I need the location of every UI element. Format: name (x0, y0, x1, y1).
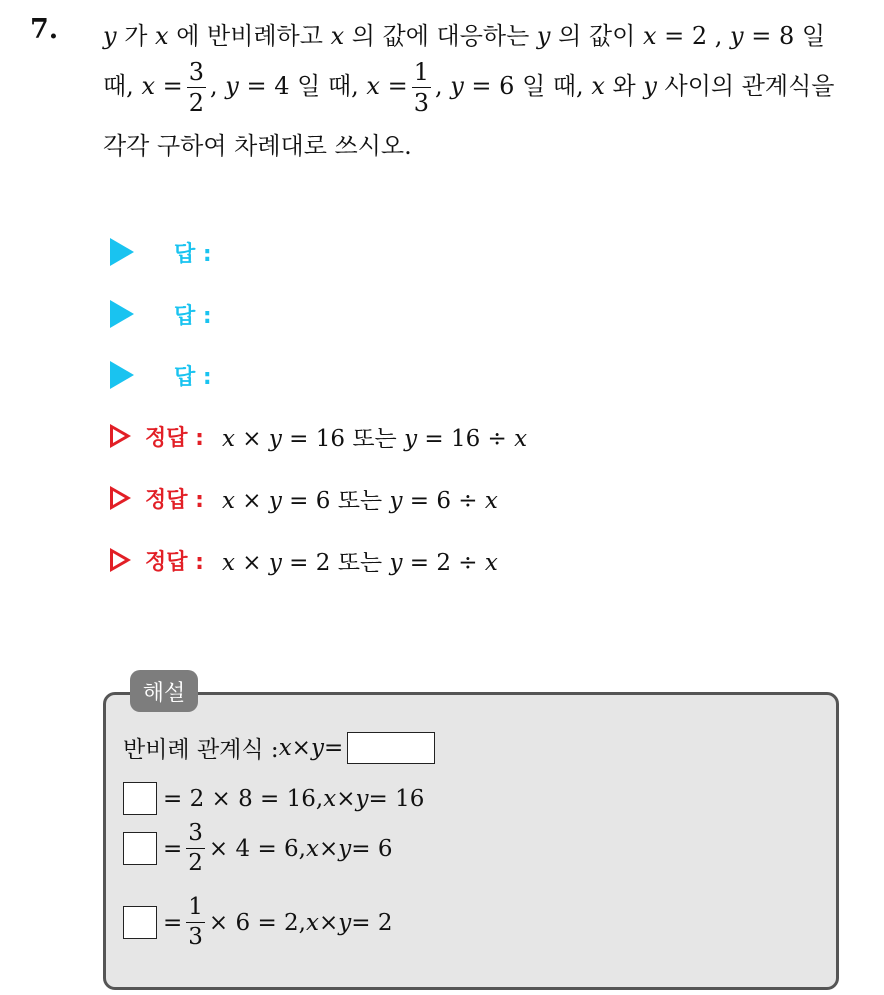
text: 와 (604, 72, 644, 100)
correct-label: 정답 : (145, 425, 204, 451)
text: × (291, 734, 311, 761)
correct-label: 정답 : (145, 549, 204, 575)
fraction-denominator: 3 (413, 89, 429, 117)
var-x: x (514, 425, 528, 452)
outline-triangle-icon (110, 424, 131, 448)
var-y: y (338, 909, 352, 936)
blank-box (123, 832, 157, 865)
var-x: x (141, 72, 155, 100)
text: = 2 , (656, 22, 731, 50)
correct-answer-text (222, 420, 527, 453)
solution-line-3 (123, 822, 392, 875)
text: = 6 또는 (281, 487, 390, 514)
play-triangle-icon (110, 300, 134, 328)
correct-answer-3 (110, 543, 498, 577)
text: = (163, 835, 183, 862)
solution-tag: 해설 (130, 670, 198, 712)
blank-box (123, 782, 157, 815)
var-x: x (278, 734, 292, 761)
text: = (155, 72, 183, 100)
var-y: y (355, 785, 369, 812)
answer-label: 답 : (174, 303, 212, 329)
text: × 6 = 2, (208, 909, 306, 936)
var-x: x (323, 785, 337, 812)
fraction-numerator: 1 (413, 58, 429, 86)
text: = 4 일 때, (238, 72, 367, 100)
var-x: x (330, 22, 345, 50)
text: = 2 × 8 = 16, (163, 785, 324, 812)
text: 의 값이 (550, 22, 643, 50)
text: = 6 일 때, (463, 72, 592, 100)
question-line-1 (103, 16, 825, 51)
text: = 6 ÷ (402, 487, 485, 514)
text: = 16 ÷ (417, 425, 515, 452)
text: = 8 일 (743, 22, 826, 50)
text: 반비례 관계식 : (123, 737, 279, 763)
text: × 4 = 6, (208, 835, 306, 862)
text: = 2 또는 (281, 549, 390, 576)
text: = 16 또는 (281, 425, 405, 452)
var-y: y (730, 22, 744, 50)
fraction-numerator: 1 (186, 896, 205, 923)
text: × (234, 549, 269, 576)
var-y: y (536, 22, 551, 50)
var-y: y (643, 72, 657, 100)
text: = 2 (351, 909, 393, 936)
var-x: x (221, 425, 235, 452)
var-x: x (484, 487, 498, 514)
blank-box (347, 732, 435, 764)
text: = (379, 72, 408, 100)
solution-line-2 (123, 782, 424, 815)
fraction (187, 60, 206, 115)
fraction-denominator: 2 (188, 89, 205, 117)
play-triangle-icon (110, 238, 134, 266)
answer-label: 답 : (174, 241, 212, 267)
text: = 2 ÷ (402, 549, 485, 576)
text: × (336, 785, 356, 812)
correct-label: 정답 : (145, 487, 204, 513)
blank-box (123, 906, 157, 939)
text: = (163, 909, 183, 936)
var-y: y (310, 734, 324, 761)
var-x: x (305, 835, 319, 862)
fraction-denominator: 3 (188, 924, 203, 950)
var-y: y (268, 425, 282, 452)
var-y: y (404, 425, 418, 452)
text: 때, (103, 72, 142, 100)
correct-answer-text (222, 482, 498, 515)
text: 가 (116, 22, 156, 50)
outline-triangle-icon (110, 486, 131, 510)
outline-triangle-icon (110, 548, 131, 572)
solution-line-1 (123, 731, 435, 764)
var-x: x (221, 549, 235, 576)
answer-label: 답 : (174, 364, 212, 390)
fraction-numerator: 3 (188, 58, 205, 86)
question-line-2 (103, 60, 834, 115)
text: × (318, 909, 339, 936)
fraction (186, 822, 205, 875)
fraction-denominator: 2 (188, 850, 203, 876)
var-y: y (389, 549, 403, 576)
text: = (323, 734, 344, 761)
var-y: y (268, 549, 282, 576)
var-x: x (155, 22, 169, 50)
var-x: x (221, 487, 235, 514)
solution-line-4 (123, 896, 392, 949)
fraction (186, 896, 205, 949)
text: × (318, 835, 339, 862)
text: 사이의 관계식을 (656, 72, 835, 100)
var-x: x (366, 72, 380, 100)
correct-answer-text (222, 544, 498, 577)
var-x: x (305, 909, 319, 936)
var-x: x (591, 72, 605, 100)
answer-row-3[interactable] (110, 358, 212, 392)
text: , (210, 72, 226, 100)
question-number: 7. (30, 14, 59, 45)
text: = 16 (368, 785, 425, 812)
text: , (434, 72, 451, 100)
answer-row-2[interactable] (110, 297, 212, 331)
text: 의 값에 대응하는 (344, 22, 537, 50)
text: 에 반비례하고 (168, 22, 331, 50)
fraction (412, 60, 431, 115)
correct-answer-1 (110, 419, 527, 453)
play-triangle-icon (110, 361, 134, 389)
var-y: y (225, 72, 239, 100)
var-y: y (338, 835, 352, 862)
question-line-3: 각각 구하여 차례대로 쓰시오. (103, 132, 412, 160)
text: = 6 (351, 835, 393, 862)
answer-row-1[interactable] (110, 235, 212, 269)
var-x: x (484, 549, 498, 576)
text: × (234, 425, 269, 452)
var-y: y (103, 22, 117, 50)
correct-answer-2 (110, 481, 498, 515)
var-y: y (389, 487, 403, 514)
fraction-numerator: 3 (186, 822, 205, 849)
var-x: x (642, 22, 657, 50)
var-y: y (268, 487, 282, 514)
var-y: y (450, 72, 464, 100)
text: × (234, 487, 269, 514)
